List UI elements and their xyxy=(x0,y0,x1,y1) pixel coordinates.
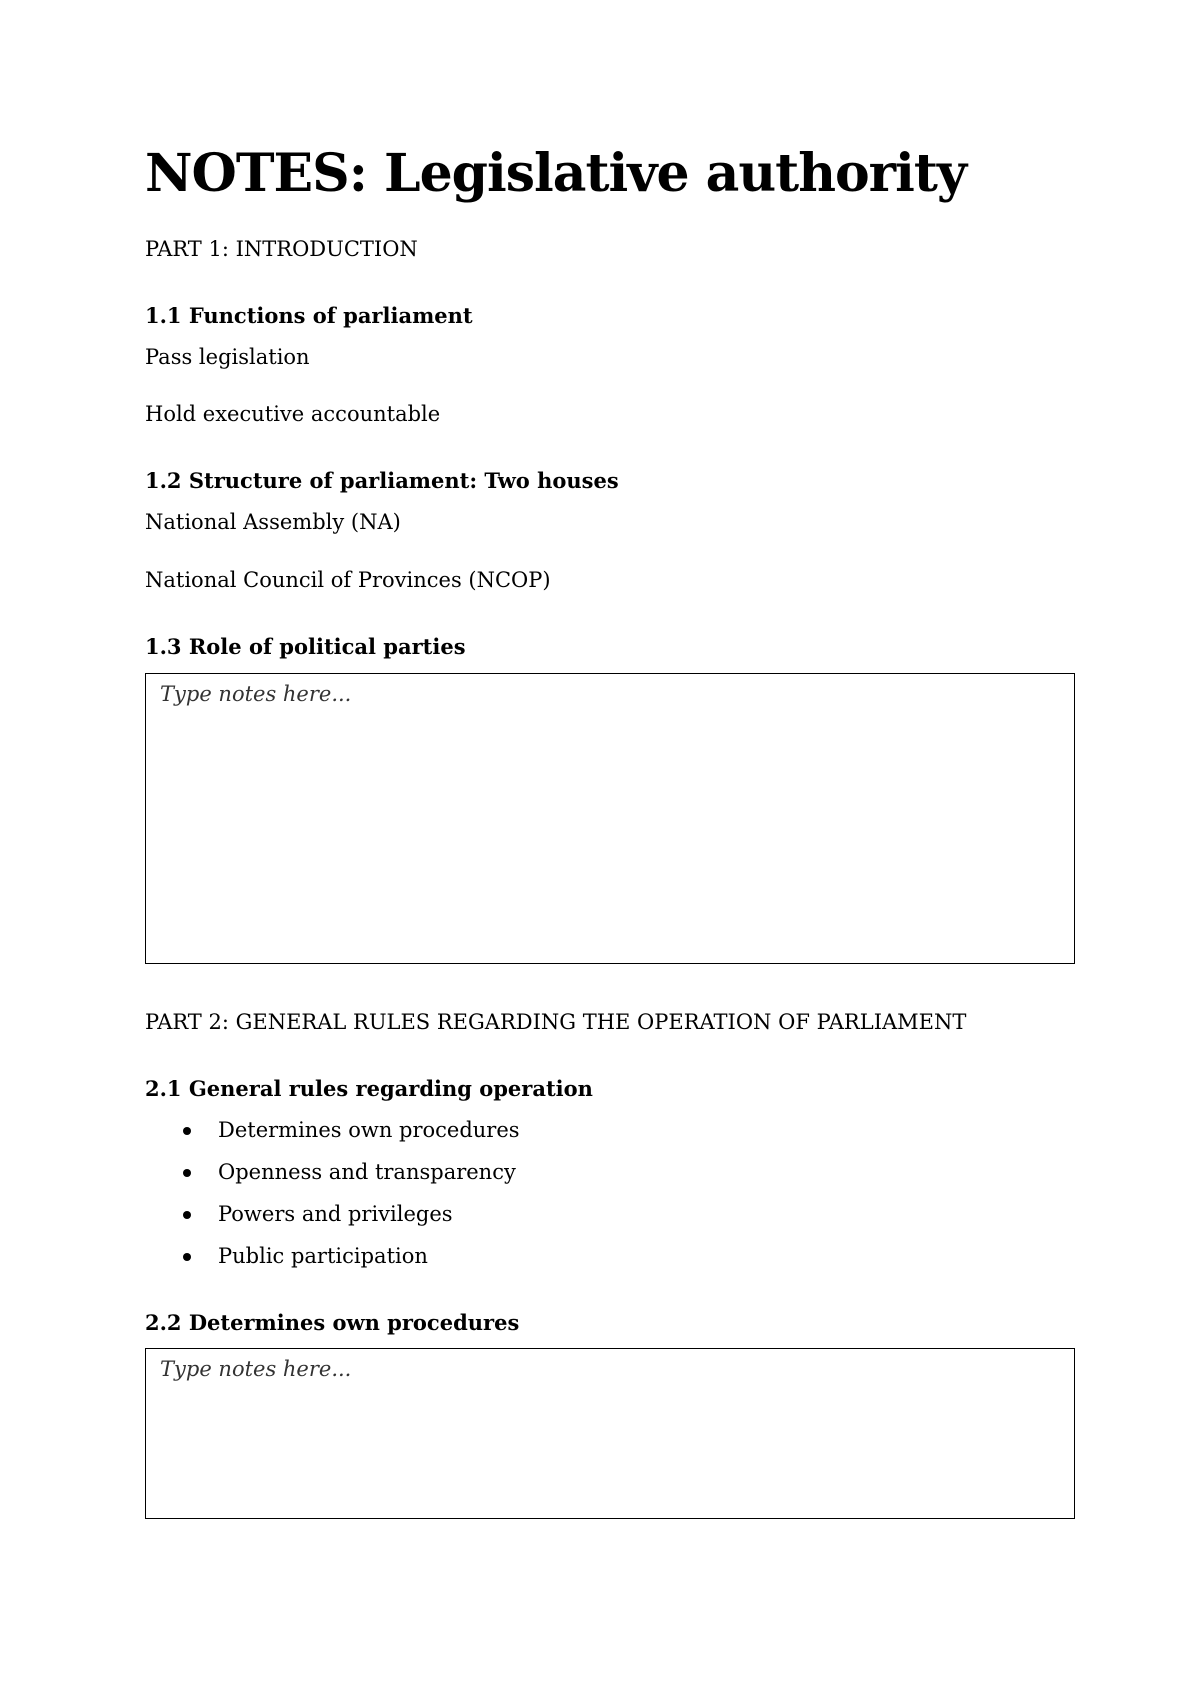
section-2-1-heading: 2.1 General rules regarding operation xyxy=(145,1076,593,1101)
section-1-2-item: National Council of Provinces (NCOP) xyxy=(145,568,551,592)
own-procedures-notes-input[interactable] xyxy=(145,1348,1075,1519)
section-1-1-item: Hold executive accountable xyxy=(145,402,441,426)
section-1-2-item: National Assembly (NA) xyxy=(145,510,401,534)
page-title: NOTES: Legislative authority xyxy=(145,143,967,204)
part1-heading: PART 1: INTRODUCTION xyxy=(145,237,418,261)
section-2-2-heading: 2.2 Determines own procedures xyxy=(145,1310,520,1335)
section-1-1-heading: 1.1 Functions of parliament xyxy=(145,303,473,328)
bullet-icon xyxy=(183,1253,191,1261)
list-item: Determines own procedures xyxy=(145,1118,520,1160)
role-of-parties-notes-input[interactable] xyxy=(145,673,1075,964)
section-1-1-item: Pass legislation xyxy=(145,345,310,369)
part2-heading: PART 2: GENERAL RULES REGARDING THE OPERATION OF PARLIAMENT xyxy=(145,1010,967,1034)
section-1-3-heading: 1.3 Role of political parties xyxy=(145,634,466,659)
list-item: Openness and transparency xyxy=(145,1160,520,1202)
section-1-2-heading: 1.2 Structure of parliament: Two houses xyxy=(145,468,619,493)
general-rules-list xyxy=(145,1118,520,1286)
bullet-icon xyxy=(183,1127,191,1135)
bullet-icon xyxy=(183,1169,191,1177)
bullet-icon xyxy=(183,1211,191,1219)
list-item: Powers and privileges xyxy=(145,1202,520,1244)
list-item: Public participation xyxy=(145,1244,520,1286)
